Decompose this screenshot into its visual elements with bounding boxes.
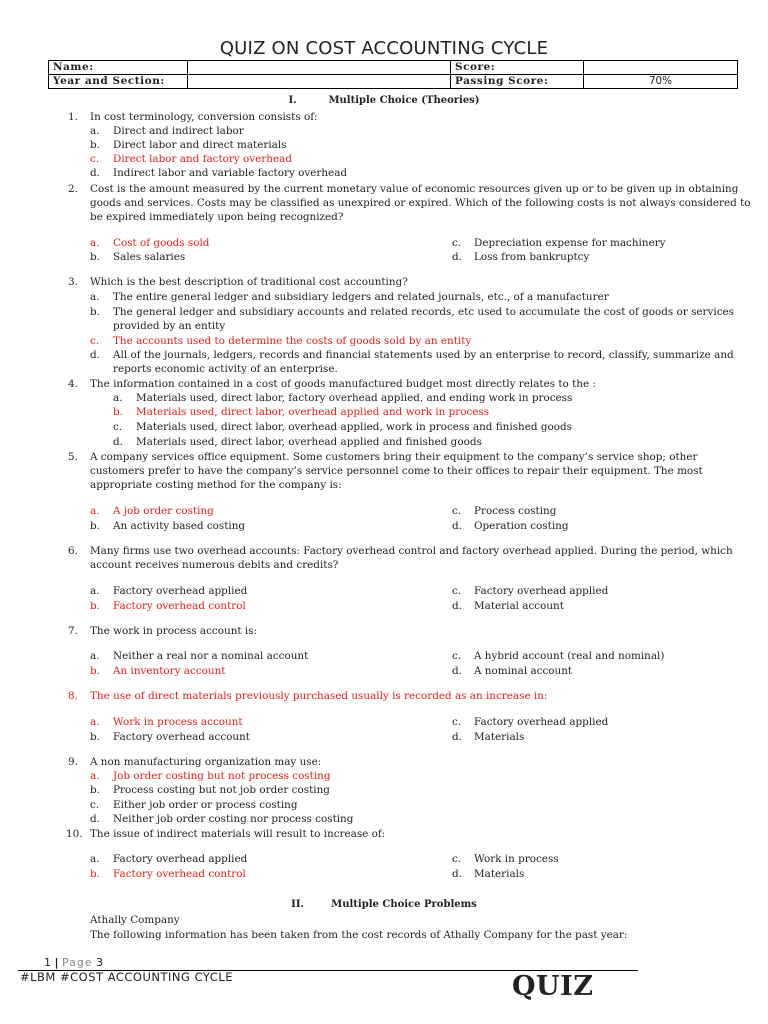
text-line: Depreciation expense for machinery <box>474 237 666 249</box>
text-line: A company services office equipment. Some customers bring their equipment to the company’s service shop; other <box>90 451 698 463</box>
text-line: c. <box>452 853 462 865</box>
text-line: The accounts used to determine the costs of goods sold by an entity <box>113 335 472 347</box>
text-line: b. <box>90 600 100 612</box>
text-line: Sales salaries <box>113 251 186 263</box>
text-line: a. <box>90 125 100 137</box>
text-line: Factory overhead applied <box>474 585 609 597</box>
score-label: Score: <box>451 61 584 75</box>
text-line: Materials used, direct labor, overhead applied, work in process and finished goods <box>136 421 572 433</box>
text-line: Direct and indirect labor <box>113 125 244 137</box>
text-line: b. <box>113 406 123 418</box>
section-heading-2 <box>0 898 768 913</box>
text-line: be expired immediately upon being recognized? <box>90 211 344 223</box>
text-line: A hybrid account (real and nominal) <box>474 650 665 662</box>
text-line: 8. <box>68 690 78 702</box>
name-field[interactable] <box>188 61 451 75</box>
text-line: a. <box>90 505 100 517</box>
text-line: Job order costing but not process costing <box>113 770 331 782</box>
text-line: Either job order or process costing <box>113 799 298 811</box>
text-line: d. <box>90 349 100 361</box>
page-title: QUIZ ON COST ACCOUNTING CYCLE <box>219 38 549 59</box>
text-line: Factory overhead applied <box>113 853 248 865</box>
text-line: Indirect labor and variable factory overhead <box>113 167 348 179</box>
text-line: d. <box>452 665 462 677</box>
text-line: Direct labor and direct materials <box>113 139 287 151</box>
text-line: c. <box>452 237 462 249</box>
text-line: 7. <box>68 625 78 637</box>
text-line: c. <box>90 799 100 811</box>
page-current: 1 <box>44 956 51 969</box>
section-heading-1 <box>0 94 768 109</box>
text-line: The use of direct materials previously purchased usually is recorded as an increase in: <box>90 690 548 702</box>
text-line: a. <box>90 716 100 728</box>
page-total: 3 <box>96 956 104 969</box>
passing-score-label: Passing Score: <box>451 75 584 89</box>
text-line: d. <box>452 731 462 743</box>
text-line: 3. <box>68 276 78 288</box>
text-line: Materials used, direct labor, overhead applied and finished goods <box>136 436 482 448</box>
text-line: 6. <box>68 545 78 557</box>
text-line: The information contained in a cost of goods manufactured budget most directly relates to the : <box>90 378 596 390</box>
text-line: c. <box>452 505 462 517</box>
text-line: 1. <box>68 111 78 123</box>
text-line: c. <box>452 585 462 597</box>
text-line: c. <box>113 421 123 433</box>
text-line: The issue of indirect materials will result to increase of: <box>90 828 386 840</box>
text-line: d. <box>452 600 462 612</box>
text-line: c. <box>452 716 462 728</box>
text-line: Factory overhead account <box>113 731 250 743</box>
section-number: I. <box>288 95 297 106</box>
text-line: d. <box>90 813 100 825</box>
page-number <box>44 956 103 971</box>
text-line: 10. <box>66 828 83 840</box>
text-line: provided by an entity <box>113 320 226 332</box>
text-line: An inventory account <box>113 665 226 677</box>
text-line: a. <box>90 291 100 303</box>
text-line: The work in process account is: <box>90 625 258 637</box>
page-separator: | <box>54 956 59 969</box>
text-line: d. <box>452 520 462 532</box>
score-field[interactable] <box>584 61 738 75</box>
section-number: II. <box>291 899 305 910</box>
text-line: Materials <box>474 868 525 880</box>
text-line: b. <box>90 868 100 880</box>
text-line: A nominal account <box>474 665 573 677</box>
text-line: Work in process <box>474 853 559 865</box>
text-line: 2. <box>68 183 78 195</box>
text-line: account receives numerous debits and credits? <box>90 559 339 571</box>
text-line: b. <box>90 665 100 677</box>
text-line: a. <box>90 853 100 865</box>
text-line: In cost terminology, conversion consists of: <box>90 111 318 123</box>
text-line: Process costing but not job order costing <box>113 784 330 796</box>
footer-tag: #LBM #COST ACCOUNTING CYCLE <box>20 970 234 984</box>
section-title: Multiple Choice (Theories) <box>328 95 480 106</box>
text-line: 4. <box>68 378 78 390</box>
text-line: d. <box>90 167 100 179</box>
text-line: Factory overhead applied <box>474 716 609 728</box>
text-line: b. <box>90 139 100 151</box>
text-line: 5. <box>68 451 78 463</box>
text-line: A job order costing <box>113 505 214 517</box>
text-line: Materials <box>474 731 525 743</box>
text-line: reports economic activity of an enterprise. <box>113 363 338 375</box>
header-table <box>48 60 738 89</box>
text-line: a. <box>90 770 100 782</box>
text-line: a. <box>90 585 100 597</box>
text-line: Neither a real nor a nominal account <box>113 650 309 662</box>
text-line: b. <box>90 520 100 532</box>
section-title: Multiple Choice Problems <box>331 899 477 910</box>
text-line: b. <box>90 306 100 318</box>
text-line: Work in process account <box>113 716 243 728</box>
text-line: Material account <box>474 600 564 612</box>
text-line: c. <box>90 153 100 165</box>
text-line: Process costing <box>474 505 557 517</box>
name-label: Name: <box>49 61 188 75</box>
text-line: An activity based costing <box>113 520 246 532</box>
text-line: All of the journals, ledgers, records and financial statements used by an enterprise to record, classify, summarize and <box>113 349 734 361</box>
text-line: appropriate costing method for the company is: <box>90 479 342 491</box>
text-line: a. <box>113 392 123 404</box>
text-line: a. <box>90 650 100 662</box>
text-line: Athally Company <box>90 914 180 926</box>
text-line: Factory overhead applied <box>113 585 248 597</box>
text-line: Materials used, direct labor, overhead applied and work in process <box>136 406 490 418</box>
year-section-field[interactable] <box>188 75 451 89</box>
text-line: Factory overhead control <box>113 868 246 880</box>
text-line: Many firms use two overhead accounts: Factory overhead control and factory overhead applied. During the period, which <box>90 545 733 557</box>
text-line: Neither job order costing nor process costing <box>113 813 354 825</box>
text-line: Which is the best description of traditional cost accounting? <box>90 276 408 288</box>
text-line: 9. <box>68 756 78 768</box>
text-line: A non manufacturing organization may use: <box>90 756 322 768</box>
text-line: Cost is the amount measured by the current monetary value of economic resources given up or to be given up in obtaining <box>90 183 739 195</box>
text-line: d. <box>452 868 462 880</box>
page-word: Page <box>62 956 93 969</box>
passing-score-value: 70% <box>584 75 738 89</box>
text-line: Materials used, direct labor, factory overhead applied, and ending work in process <box>136 392 573 404</box>
text-line: Cost of goods sold <box>113 237 210 249</box>
text-line: Loss from bankruptcy <box>474 251 590 263</box>
text-line: b. <box>90 731 100 743</box>
text-line: c. <box>452 650 462 662</box>
text-line: The general ledger and subsidiary accounts and related records, etc used to accumulate the cost of goods or services <box>113 306 735 318</box>
text-line: d. <box>113 436 123 448</box>
text-line: The entire general ledger and subsidiary ledgers and related journals, etc., of a manufacturer <box>113 291 609 303</box>
text-line: goods and services. Costs may be classified as unexpired or expired. Which of the following costs is not always considered to <box>90 197 751 209</box>
text-line: b. <box>90 251 100 263</box>
text-line: d. <box>452 251 462 263</box>
year-section-label: Year and Section: <box>49 75 188 89</box>
text-line: Direct labor and factory overhead <box>113 153 292 165</box>
text-line: The following information has been taken from the cost records of Athally Company for the past year: <box>90 929 628 941</box>
text-line: Factory overhead control <box>113 600 246 612</box>
text-line: a. <box>90 237 100 249</box>
text-line: customers prefer to have the company’s service personnel come to their offices to repair their equipment. The most <box>90 465 703 477</box>
text-line: c. <box>90 335 100 347</box>
text-line: Operation costing <box>474 520 569 532</box>
text-line: b. <box>90 784 100 796</box>
footer-quiz-label: QUIZ <box>512 971 594 1002</box>
